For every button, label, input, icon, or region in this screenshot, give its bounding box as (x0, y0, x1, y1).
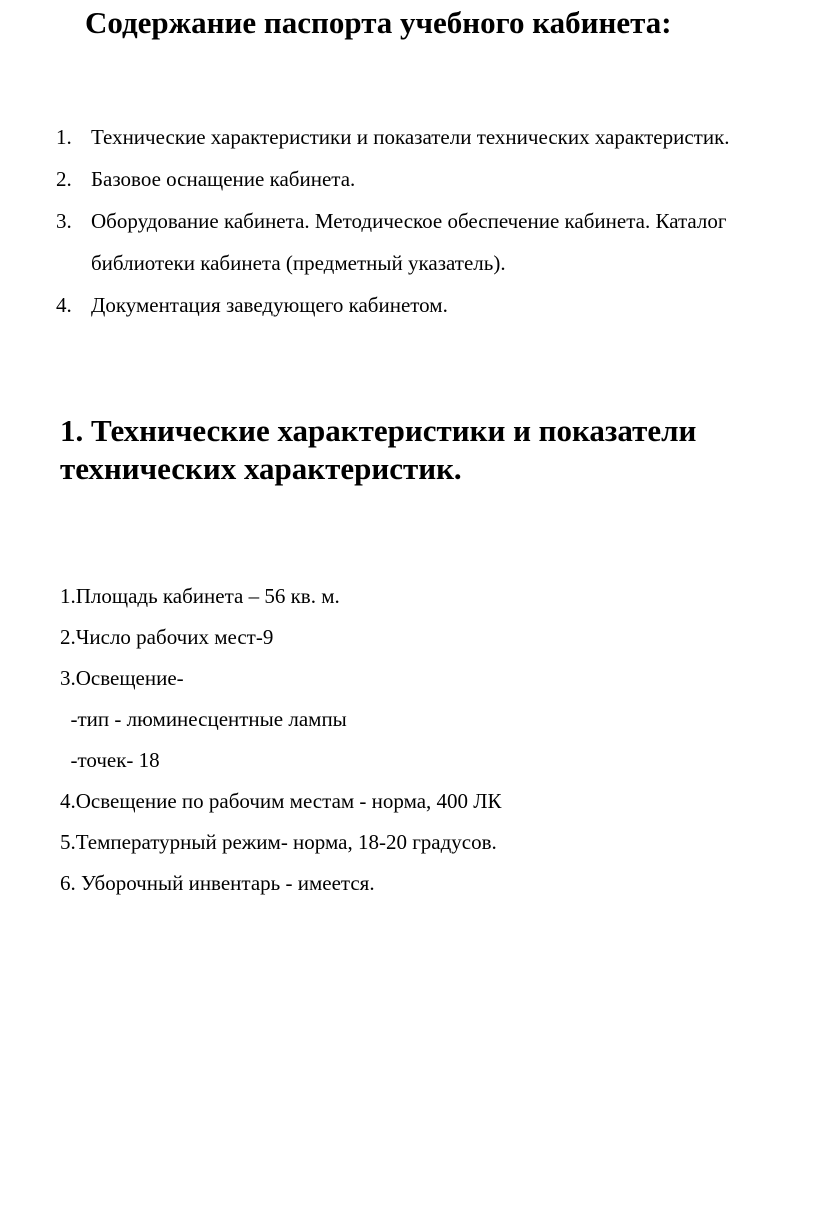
toc-item (56, 284, 816, 326)
toc-item-number: 2. (56, 167, 72, 191)
specifications-list (60, 576, 502, 904)
toc-item-text: Оборудование кабинета. Методическое обеспечение кабинета. Каталог (91, 209, 727, 233)
section-heading (60, 412, 800, 488)
section-heading-line: 1. Технические характеристики и показатели (60, 413, 697, 448)
toc-item (56, 158, 816, 200)
spec-item: 2.Число рабочих мест-9 (60, 625, 274, 649)
table-of-contents (56, 116, 816, 326)
spec-item: 3.Освещение- (60, 666, 184, 690)
spec-item: 1.Площадь кабинета – 56 кв. м. (60, 584, 340, 608)
toc-item-number: 4. (56, 293, 72, 317)
spec-item: 5.Температурный режим- норма, 18-20 градусов. (60, 830, 497, 854)
toc-item (56, 116, 816, 158)
toc-item-number: 3. (56, 209, 72, 233)
spec-subitem: -точек- 18 (60, 748, 160, 772)
toc-item-text: Технические характеристики и показатели технических характеристик. (91, 125, 730, 149)
section-heading-line: технических характеристик. (60, 451, 462, 486)
spec-item: 6. Уборочный инвентарь - имеется. (60, 871, 375, 895)
spec-subitem: -тип - люминесцентные лампы (60, 707, 347, 731)
page-title: Содержание паспорта учебного кабинета: (85, 5, 672, 40)
toc-item-continuation (56, 242, 816, 284)
toc-item-text: библиотеки кабинета (предметный указатель). (91, 251, 506, 275)
toc-item-text: Базовое оснащение кабинета. (91, 167, 356, 191)
toc-item-text: Документация заведующего кабинетом. (91, 293, 448, 317)
toc-item-number: 1. (56, 125, 72, 149)
toc-item (56, 200, 816, 242)
spec-item: 4.Освещение по рабочим местам - норма, 400 ЛК (60, 789, 502, 813)
